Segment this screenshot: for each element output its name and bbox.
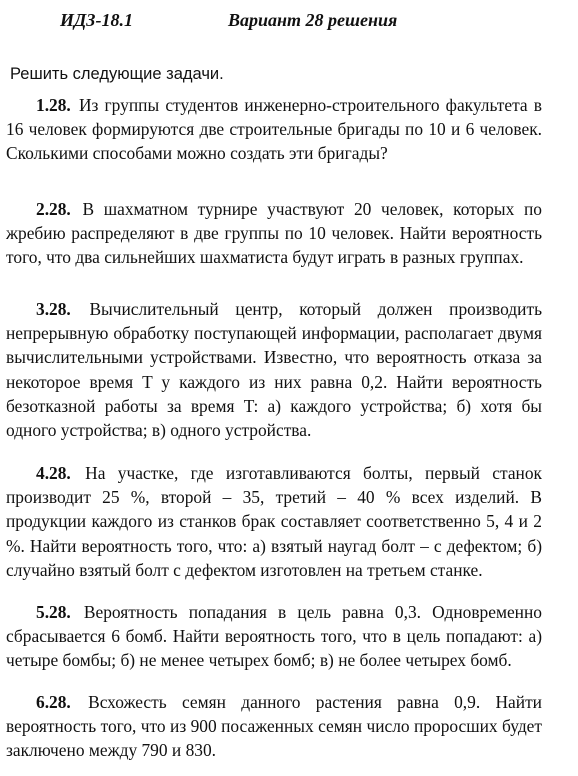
problem-text: Вероятность попадания в цель равна 0,3. Одновременно сбрасывается 6 бомб. Найти вероятность того, что в цель попадают: а) четыре бомбы; б) не менее четырех бомб; в) не более четырех бомб.	[6, 602, 542, 671]
problem-number: 6.28.	[36, 692, 71, 712]
problem-5	[6, 600, 542, 673]
problem-number: 4.28.	[36, 463, 71, 483]
problem-text: В шахматном турнире участвуют 20 человек, которых по жребию распределяют в две группы по 10 человек. Найти вероятность того, что два сильнейших шахматиста будут играть в разных группах.	[6, 199, 542, 268]
problem-6	[6, 690, 542, 763]
instructions: Решить следующие задачи.	[10, 65, 224, 83]
problem-2	[6, 197, 542, 270]
problem-text: Всхожесть семян данного растения равна 0,9. Найти вероятность того, что из 900 посаженных семян число проросших будет заключено между 790 и 830.	[6, 692, 542, 761]
problem-text: Из группы студентов инженерно-строительного факультета в 16 человек формируются две строительные бригады по 10 и 6 человек. Сколькими способами можно создать эти бригады?	[6, 95, 542, 164]
page-header	[60, 6, 560, 34]
problem-number: 1.28.	[36, 95, 71, 115]
problem-4	[6, 461, 542, 582]
problem-3	[6, 297, 542, 442]
problem-text: Вычислительный центр, который должен производить непрерывную обработку поступающей информации, располагает двумя вычислительными устройствами. Известно, что вероятность отказа за некоторое время T у каждого из них равна 0,2. Найти вероятность безотказной работы за время T: а) каждого устройства; б) хотя бы одного устройства; в) одного устройства.	[6, 299, 542, 441]
problem-text: На участке, где изготавливаются болты, первый станок производит 25 %, второй – 35, третий – 40 % всех изделий. В продукции каждого из станков брак составляет соответственно 5, 4 и 2 %. Найти вероятность того, что: а) взятый наугад болт – с дефектом; б) случайно взятый болт с дефектом изготовлен на третьем станке.	[6, 463, 542, 580]
problem-number: 5.28.	[36, 602, 71, 622]
variant-title: Вариант 28 решения	[228, 10, 398, 30]
assignment-title: ИДЗ-18.1	[60, 10, 133, 30]
problem-number: 3.28.	[36, 299, 71, 319]
problem-number: 2.28.	[36, 199, 71, 219]
problem-1	[6, 93, 542, 166]
